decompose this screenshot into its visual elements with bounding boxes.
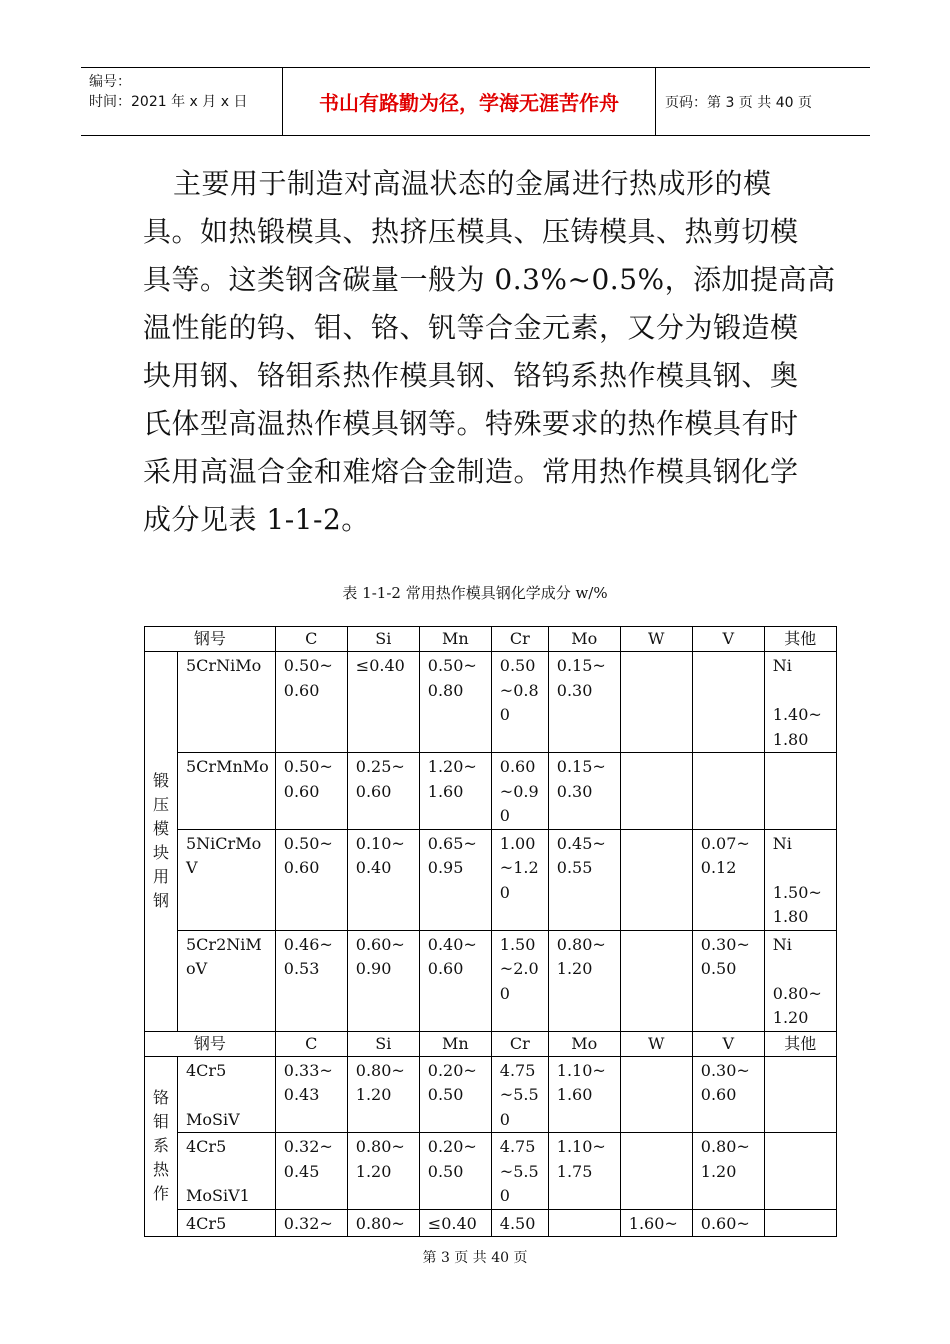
table-row <box>145 753 837 830</box>
table-cell <box>764 753 836 830</box>
table-cell: 0.50~ 0.80 <box>419 652 491 753</box>
table-header-cell: C <box>275 1031 347 1056</box>
table-cell: 5Cr2NiM oV <box>178 930 276 1031</box>
table-cell: 0.50~ 0.60 <box>275 829 347 930</box>
table-cell: 0.30~ 0.50 <box>692 930 764 1031</box>
table-cell: 0.07~ 0.12 <box>692 829 764 930</box>
table-cell: 0.33~ 0.43 <box>275 1056 347 1133</box>
page-header <box>81 67 870 136</box>
table-cell: 0.60~ <box>692 1209 764 1237</box>
table-cell: 5CrNiMo <box>178 652 276 753</box>
table-cell: 1.60~ <box>620 1209 692 1237</box>
table-cell: 0.80~ 1.20 <box>548 930 620 1031</box>
group-label-char: 作 <box>152 1184 169 1204</box>
paragraph-line: 块用钢、铬钼系热作模具钢、铬钨系热作模具钢、奥 <box>143 359 799 392</box>
table-header-cell: Mo <box>548 1031 620 1056</box>
table-header-cell: Cr <box>491 1031 548 1056</box>
table-cell <box>764 1209 836 1237</box>
group-label-cell <box>145 1056 178 1237</box>
table-header-cell: 其他 <box>764 1031 836 1056</box>
header-meta <box>81 68 281 135</box>
table-cell: ≤0.40 <box>347 652 419 753</box>
table-row <box>145 1209 837 1237</box>
table-cell: 0.15~ 0.30 <box>548 652 620 753</box>
table-cell <box>620 1133 692 1210</box>
table-cell: 1.50 ~2.0 0 <box>491 930 548 1031</box>
group-label-cell <box>145 652 178 1032</box>
table-cell <box>620 829 692 930</box>
table-header-row <box>145 627 837 652</box>
table-cell: 4Cr5 MoSiV1 <box>178 1133 276 1210</box>
paragraph-line: 具。如热锻模具、热挤压模具、压铸模具、热剪切模 <box>143 215 799 248</box>
table-header-cell: Si <box>347 1031 419 1056</box>
table-cell: 0.50~ 0.60 <box>275 652 347 753</box>
table-header-cell: V <box>692 1031 764 1056</box>
table-cell: 0.80~ 1.20 <box>692 1133 764 1210</box>
table-cell: 0.10~ 0.40 <box>347 829 419 930</box>
table-cell: Ni 1.40~ 1.80 <box>764 652 836 753</box>
table-row <box>145 829 837 930</box>
table-cell: 0.80~ <box>347 1209 419 1237</box>
table-header-cell: 钢号 <box>145 1031 276 1056</box>
table-cell: 0.15~ 0.30 <box>548 753 620 830</box>
table-header-cell: W <box>620 627 692 652</box>
table-header-cell: Cr <box>491 627 548 652</box>
header-page-label: 页码：第 3 页 共 40 页 <box>665 94 812 111</box>
table-cell: 0.50 ~0.8 0 <box>491 652 548 753</box>
table-header-cell: 其他 <box>764 627 836 652</box>
table-cell: 0.32~ 0.45 <box>275 1133 347 1210</box>
table-cell: 0.60~ 0.90 <box>347 930 419 1031</box>
group-label-char: 用 <box>152 867 169 887</box>
table-cell <box>692 753 764 830</box>
group-label-char: 模 <box>152 819 169 839</box>
table-cell <box>620 1056 692 1133</box>
table-cell: 0.60 ~0.9 0 <box>491 753 548 830</box>
table-cell: 1.10~ 1.75 <box>548 1133 620 1210</box>
table-cell: 0.30~ 0.60 <box>692 1056 764 1133</box>
table-cell <box>620 652 692 753</box>
table-cell: 0.20~ 0.50 <box>419 1133 491 1210</box>
table-cell: 4.75 ~5.5 0 <box>491 1133 548 1210</box>
table-cell: 4.75 ~5.5 0 <box>491 1056 548 1133</box>
page-footer: 第 3 页 共 40 页 <box>422 1250 528 1266</box>
table-header-cell: C <box>275 627 347 652</box>
number-label: 编号： <box>89 74 131 90</box>
group-label-char: 钼 <box>152 1112 169 1132</box>
table-cell: 0.25~ 0.60 <box>347 753 419 830</box>
table-cell: 5CrMnMo <box>178 753 276 830</box>
table-cell: 5NiCrMo V <box>178 829 276 930</box>
table-row <box>145 1133 837 1210</box>
paragraph-line: 主要用于制造对高温状态的金属进行热成形的模 <box>173 167 772 200</box>
table-header-cell: W <box>620 1031 692 1056</box>
table-cell: 4Cr5 <box>178 1209 276 1237</box>
group-label-char: 系 <box>152 1136 169 1156</box>
table-cell: 4Cr5 MoSiV <box>178 1056 276 1133</box>
table-cell <box>620 930 692 1031</box>
table-row <box>145 1056 837 1133</box>
composition-table <box>144 626 837 1237</box>
table-cell: 0.80~ 1.20 <box>347 1133 419 1210</box>
time-label: 时间：2021 年 x 月 x 日 <box>89 94 248 110</box>
group-label-char: 铬 <box>152 1088 169 1108</box>
table-cell: 4.50 <box>491 1209 548 1237</box>
table-header-cell: Mn <box>419 1031 491 1056</box>
table-header-row <box>145 1031 837 1056</box>
paragraph-line: 温性能的钨、钼、铬、钒等合金元素，又分为锻造模 <box>143 311 799 344</box>
group-label-char: 热 <box>152 1160 169 1180</box>
table-header-cell: Mn <box>419 627 491 652</box>
table-cell: 0.40~ 0.60 <box>419 930 491 1031</box>
table-row <box>145 930 837 1031</box>
table-cell: 1.00 ~1.2 0 <box>491 829 548 930</box>
table-cell: Ni 1.50~ 1.80 <box>764 829 836 930</box>
paragraph-line: 氏体型高温热作模具钢等。特殊要求的热作模具有时 <box>143 407 799 440</box>
table-cell <box>764 1056 836 1133</box>
table-cell: 0.46~ 0.53 <box>275 930 347 1031</box>
table-cell <box>548 1209 620 1237</box>
table-row <box>145 652 837 753</box>
table-header-cell: V <box>692 627 764 652</box>
header-motto: 书山有路勤为径，学海无涯苦作舟 <box>282 68 656 135</box>
table-cell: 0.80~ 1.20 <box>347 1056 419 1133</box>
table-cell: 0.45~ 0.55 <box>548 829 620 930</box>
table-header-cell: 钢号 <box>145 627 276 652</box>
table-cell: 1.10~ 1.60 <box>548 1056 620 1133</box>
group-label-char: 块 <box>152 843 169 863</box>
table-caption: 表 1-1-2 常用热作模具钢化学成分 w/% <box>342 584 608 602</box>
group-label-char: 钢 <box>152 891 169 911</box>
group-label-char: 锻 <box>152 771 169 791</box>
paragraph-line: 采用高温合金和难熔合金制造。常用热作模具钢化学 <box>143 455 799 488</box>
table-header-cell: Si <box>347 627 419 652</box>
table-cell: Ni 0.80~ 1.20 <box>764 930 836 1031</box>
paragraph-line: 具等。这类钢含碳量一般为 0.3%~0.5%，添加提高高 <box>143 263 836 296</box>
table-cell <box>620 753 692 830</box>
table-cell: 0.20~ 0.50 <box>419 1056 491 1133</box>
table-cell: ≤0.40 <box>419 1209 491 1237</box>
body-paragraph <box>143 160 836 544</box>
table-cell: 0.32~ <box>275 1209 347 1237</box>
table-cell: 0.50~ 0.60 <box>275 753 347 830</box>
group-label-char: 压 <box>152 795 169 815</box>
table-cell <box>764 1133 836 1210</box>
table-header-cell: Mo <box>548 627 620 652</box>
paragraph-line: 成分见表 1-1-2。 <box>143 503 370 536</box>
table-cell <box>692 652 764 753</box>
table-cell: 0.65~ 0.95 <box>419 829 491 930</box>
table-cell: 1.20~ 1.60 <box>419 753 491 830</box>
